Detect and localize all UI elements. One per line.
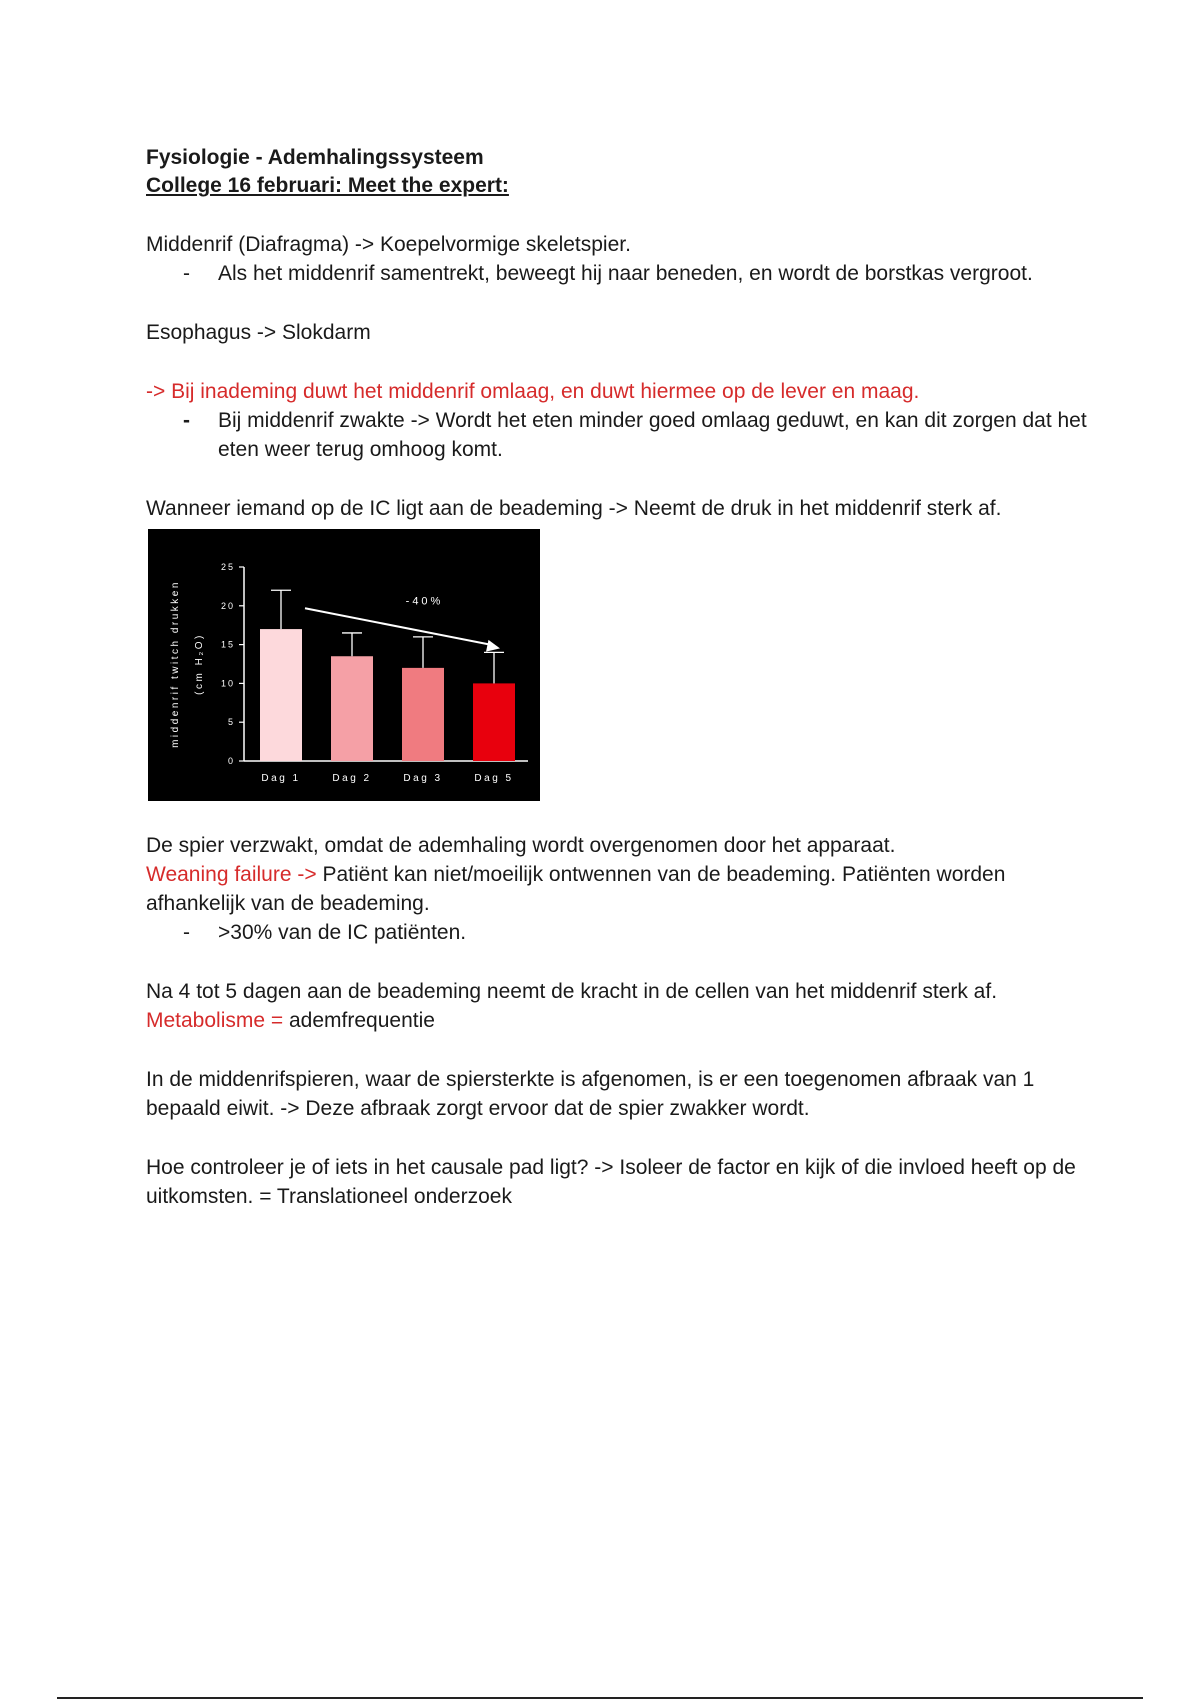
y-tick-label: 15 [220, 639, 235, 650]
page-bottom-rule [57, 1697, 1143, 1699]
y-axis-unit: (cm H₂O) [194, 633, 205, 695]
trend-arrow-line [305, 608, 494, 645]
bar-chart [148, 529, 540, 801]
bar [260, 629, 302, 761]
weaning-line-2 [146, 860, 1106, 918]
weaning-definition: Patiënt kan niet/moeilijk ontwennen van de beademing. Patiënten worden afhankelijk van de beademing. [146, 863, 1006, 915]
inhale-bullet: - Bij middenrif zwakte -> Wordt het eten minder goed omlaag geduwt, en kan dit zorgen dat het eten weer terug omhoog komt. [146, 406, 1106, 464]
ic-line: Wanneer iemand op de IC ligt aan de beademing -> Neemt de druk in het middenrif sterk af. [146, 497, 1002, 520]
weaning-list [146, 918, 1106, 947]
x-tick-label: Dag 5 [474, 773, 514, 784]
x-tick-label: Dag 1 [261, 773, 301, 784]
y-tick-label: 20 [220, 600, 235, 611]
diaphragm-bullet: - Als het middenrif samentrekt, beweegt hij naar beneden, en wordt de borstkas vergroot. [146, 259, 1106, 288]
causal-line: Hoe controleer je of iets in het causale pad ligt? -> Isoleer de factor en kijk of die invloed heeft op de uitkomsten. = Translationeel onderzoek [146, 1156, 1076, 1208]
y-tick-label: 0 [227, 756, 235, 766]
esophagus-line: Esophagus -> Slokdarm [146, 321, 371, 344]
inhale-line: -> Bij inademing duwt het middenrif omlaag, en duwt hiermee op de lever en maag. [146, 380, 920, 403]
document-page [146, 144, 1106, 1211]
y-tick-label: 10 [220, 678, 235, 689]
page-subtitle: College 16 februari: Meet the expert: [146, 174, 509, 197]
weaning-term: Weaning failure -> [146, 863, 317, 886]
inhale-list [146, 406, 1106, 464]
bar [331, 656, 373, 761]
days-line: Na 4 tot 5 dagen aan de beademing neemt de kracht in de cellen van het middenrif sterk af. [146, 980, 998, 1003]
y-tick-label: 5 [227, 717, 235, 728]
bar [473, 683, 515, 761]
page-title: Fysiologie - Ademhalingssysteem [146, 146, 484, 169]
bar [402, 668, 444, 761]
x-tick-label: Dag 3 [403, 773, 443, 784]
weaning-bullet: - >30% van de IC patiënten. [146, 918, 1106, 947]
diaphragm-line: Middenrif (Diafragma) -> Koepelvormige skeletspier. [146, 233, 631, 256]
metabolism-term: Metabolisme = [146, 1009, 284, 1032]
x-tick-label: Dag 2 [332, 773, 372, 784]
trend-arrow-head [486, 640, 500, 652]
weaning-line-1: De spier verzwakt, omdat de ademhaling wordt overgenomen door het apparaat. [146, 834, 896, 857]
diaphragm-list [146, 259, 1106, 288]
protein-line: In de middenrifspieren, waar de spiersterkte is afgenomen, is er een toegenomen afbraak van 1 bepaald eiwit. -> Deze afbraak zorgt ervoor dat de spier zwakker wordt. [146, 1068, 1035, 1120]
chart-svg [148, 529, 540, 801]
y-tick-label: 25 [220, 562, 235, 572]
trend-annotation: -40% [405, 595, 444, 608]
y-axis-label: middenrif twitch drukken [170, 580, 181, 748]
metabolism-definition: ademfrequentie [283, 1009, 435, 1032]
metabolism-line [146, 1006, 1106, 1035]
